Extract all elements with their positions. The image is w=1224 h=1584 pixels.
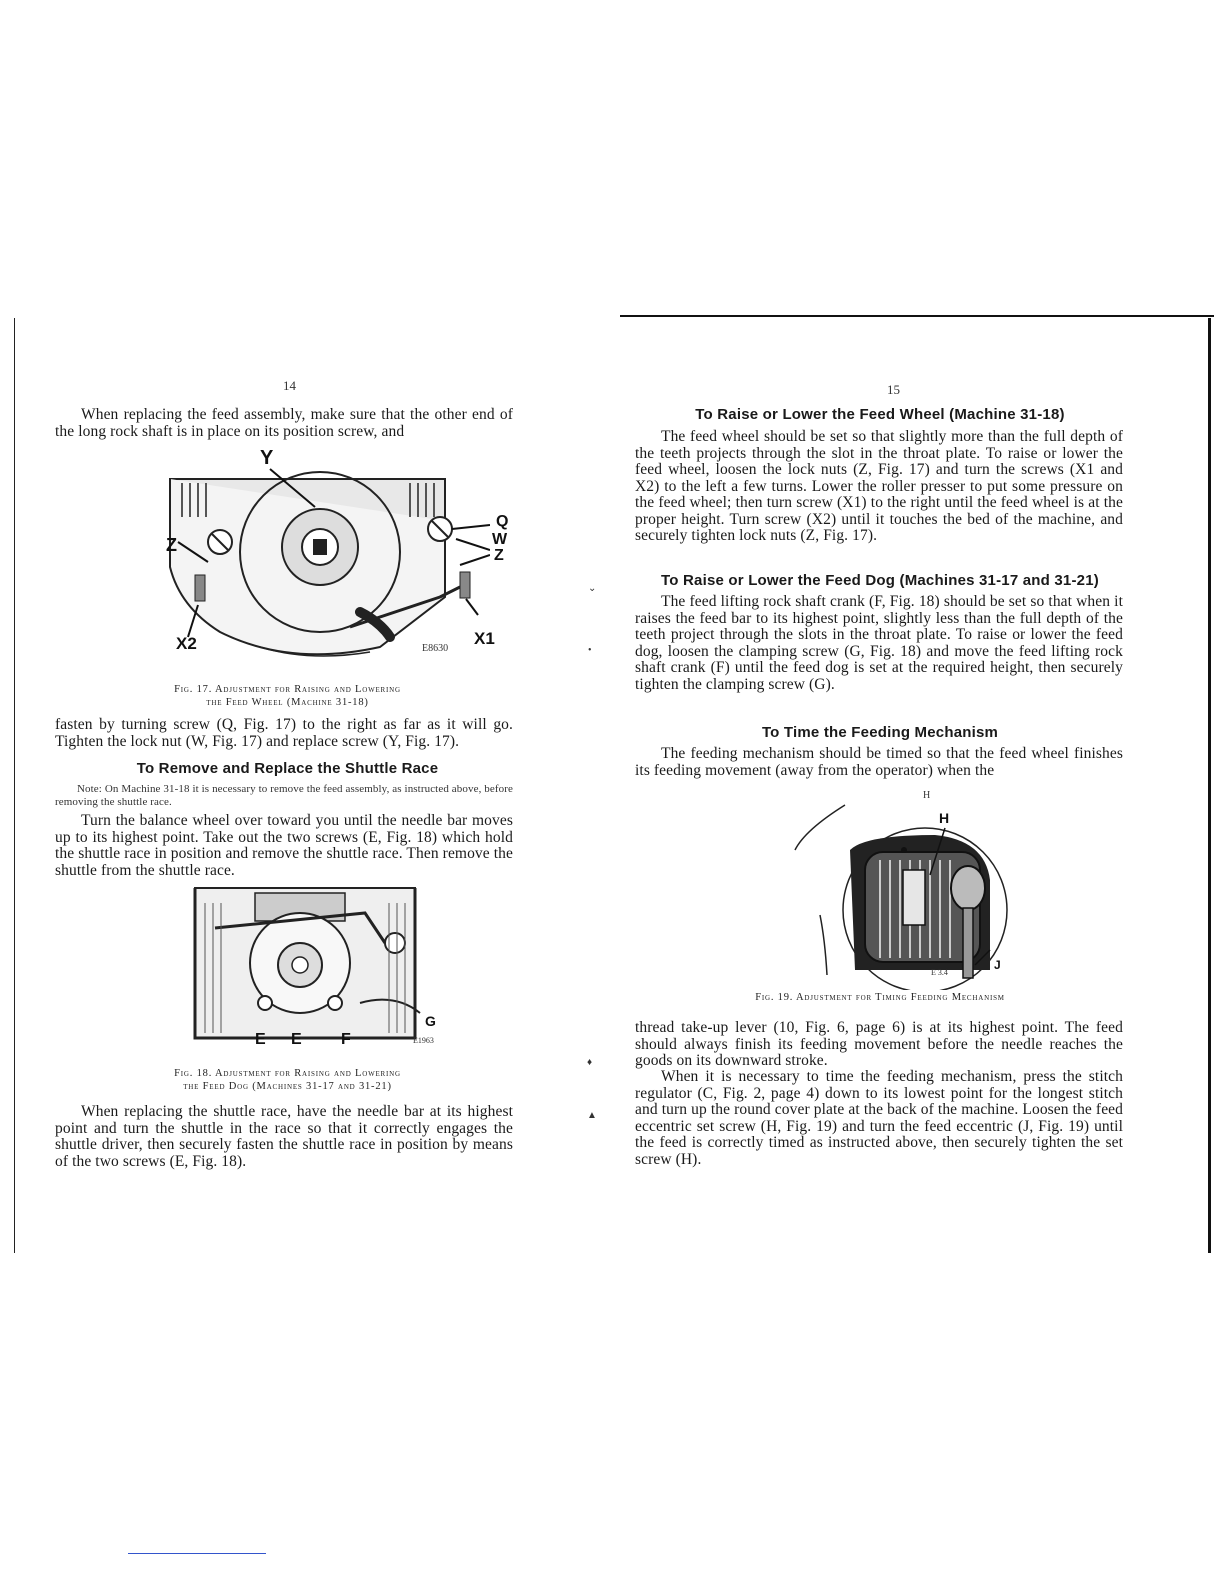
top-rule xyxy=(620,315,1214,317)
bottom-blue-line xyxy=(128,1553,266,1554)
paragraph-time-feeding: The feeding mechanism should be timed so that the feed wheel finishes its feeding movement (away from the operator) when the xyxy=(635,745,1123,779)
page-number: 14 xyxy=(283,378,296,393)
left-page-edge xyxy=(14,318,15,1253)
figure-19 xyxy=(785,790,1015,990)
heading-feed-wheel: To Raise or Lower the Feed Wheel (Machine 31-18) xyxy=(695,406,1065,423)
heading-shuttle-race: To Remove and Replace the Shuttle Race xyxy=(136,760,439,777)
figure-17 xyxy=(110,447,509,677)
figure-18-caption-line1: Fig. 18. Adjustment for Raising and Lowering xyxy=(174,1068,401,1079)
label-g: G xyxy=(425,1013,436,1029)
label-x1: X1 xyxy=(474,629,495,648)
gutter-mark-1: ⌄ xyxy=(588,583,597,594)
label-j: J xyxy=(994,958,1001,972)
figure-17-caption-line1: Fig. 17. Adjustment for Raising and Lowering xyxy=(174,684,401,695)
paragraph-thread-take-up: thread take-up lever (10, Fig. 6, page 6) is at its highest point. The feed should always finish its feeding movement before the needle reaches the goods on its downward stroke. xyxy=(635,1019,1123,1069)
paragraph-replacing-shuttle-race: When replacing the shuttle race, have the needle bar at its highest point and turn the shuttle in the race so that it correctly engages the shuttle driver, then securely fasten the shuttle race in position by means of the two screws (E, Fig. 18). xyxy=(55,1103,513,1170)
label-h: H xyxy=(939,810,950,826)
label-z-left: Z xyxy=(166,535,177,555)
page-number: 15 xyxy=(887,382,900,397)
gutter-mark-2: • xyxy=(588,645,592,656)
figure-17-caption-line2: the Feed Wheel (Machine 31-18) xyxy=(206,697,369,708)
paragraph-feed-wheel: The feed wheel should be set so that slightly more than the full depth of the teeth projects through the slot in the throat plate. To raise or lower the feed wheel, loosen the lock nuts (Z, Fig. 17) and turn the screws (X1 and X2) to the left a few turns. Lower the roller presser to put some pressure on the feed wheel; then turn screw (X1) to the right until the feed wheel is at the proper height. Turn screw (X2) until it touches the bed of the machine, and securely tighten lock nuts (Z, Fig. 17). xyxy=(635,428,1123,544)
plate-number-17: E8630 xyxy=(422,643,449,654)
label-e-2: E xyxy=(291,1031,302,1048)
label-x2: X2 xyxy=(176,634,197,653)
plate-number-19: E 3.4 xyxy=(931,968,948,977)
note-shuttle: Note: On Machine 31-18 it is necessary to remove the feed assembly, as instructed above, before removing the shuttle race. xyxy=(55,783,513,808)
gutter-mark-3: ♦ xyxy=(587,1057,593,1068)
heading-feed-dog: To Raise or Lower the Feed Dog (Machines 31-17 and 31-21) xyxy=(661,572,1099,589)
label-e-1: E xyxy=(255,1031,266,1048)
gutter-mark-4: ▲ xyxy=(587,1110,597,1121)
heading-time-feeding: To Time the Feeding Mechanism xyxy=(761,724,999,741)
paragraph-feed-dog: The feed lifting rock shaft crank (F, Fig. 18) should be set so that when it raises the feed bar to its highest point, slightly less than the full depth of the teeth project through the slots in the throat plate. To raise or lower the feed dog, loosen the clamping screw (G, Fig. 18) and move the feed lifting rock shaft crank (F) until the feed dog is set at the required height, then securely tighten the clamping screw (G). xyxy=(635,593,1123,693)
figure-18 xyxy=(185,883,435,1053)
plate-number-18: E1963 xyxy=(413,1036,434,1045)
paragraph-fasten-screw: fasten by turning screw (Q, Fig. 17) to the right as far as it will go. Tighten the lock nut (W, Fig. 17) and replace screw (Y, Fig. 17). xyxy=(55,716,513,750)
figure-19-top-mark: H xyxy=(923,790,931,801)
label-q: Q xyxy=(496,513,509,530)
figure-18-caption-line2: the Feed Dog (Machines 31-17 and 31-21) xyxy=(183,1081,392,1092)
paragraph-when-timing: When it is necessary to time the feeding mechanism, press the stitch regulator (C, Fig. 2, page 4) down to its lowest point for the longest stitch and turn up the round cover plate at the back of the machine. Loosen the feed eccentric set screw (H, Fig. 19) and turn the feed eccentric (J, Fig. 19) until the feed is correctly timed as instructed above, then securely tighten the set screw (H). xyxy=(635,1068,1123,1168)
figure-19-illustration xyxy=(785,790,1015,990)
label-y: Y xyxy=(260,447,274,469)
label-w: W xyxy=(492,531,508,548)
figure-19-caption: Fig. 19. Adjustment for Timing Feeding Mechanism xyxy=(755,992,1005,1003)
paragraph-turn-balance-wheel: Turn the balance wheel over toward you until the needle bar moves up to its highest point. Take out the two screws (E, Fig. 18) which hold the shuttle race in position and remove the shuttle race. Then remove the shuttle from the shuttle race. xyxy=(55,812,513,879)
right-page-edge xyxy=(1208,318,1211,1253)
label-f: F xyxy=(341,1031,351,1048)
paragraph-replacing-feed: When replacing the feed assembly, make sure that the other end of the long rock shaft is in place on its position screw, and xyxy=(55,406,513,440)
figure-18-illustration xyxy=(185,883,435,1053)
label-z-right: Z xyxy=(494,547,504,564)
